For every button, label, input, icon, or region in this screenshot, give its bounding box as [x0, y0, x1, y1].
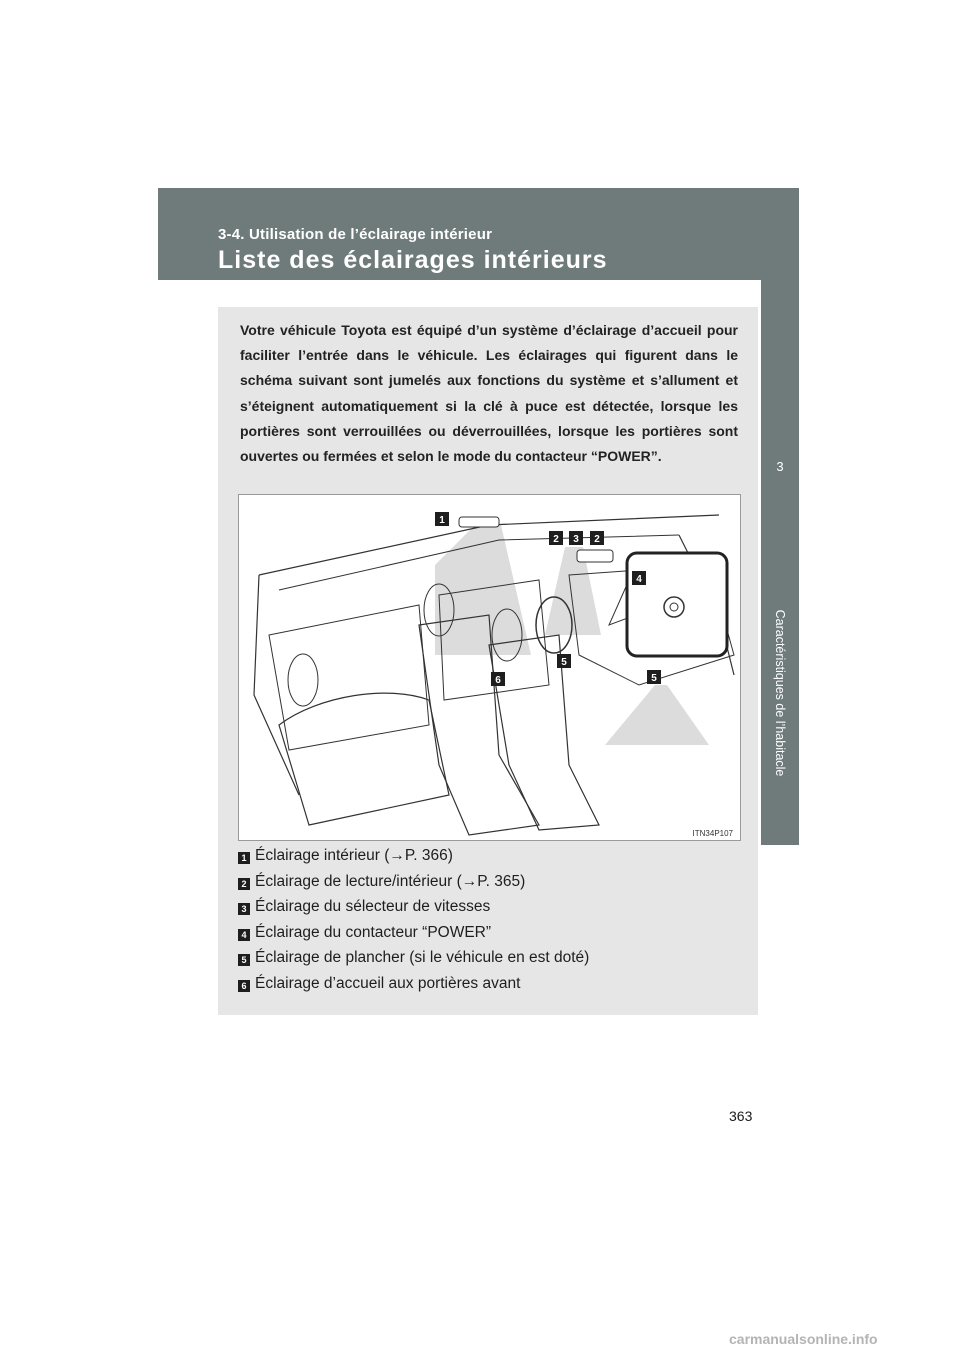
callout-3 — [569, 531, 583, 545]
chapter-side-tab[interactable] — [761, 245, 799, 845]
page-title: Liste des éclairages intérieurs — [218, 246, 608, 274]
legend-item — [238, 924, 738, 949]
legend-number: 5 — [238, 954, 250, 966]
legend-label: Éclairage de plancher (si le véhicule en est doté) — [255, 949, 590, 967]
interior-lamp-housing — [459, 517, 499, 527]
rear-view-mirror — [577, 550, 613, 562]
legend-item — [238, 847, 738, 872]
legend-label: Éclairage intérieur (→P. 366) — [255, 847, 453, 864]
legend-number: 1 — [238, 852, 250, 864]
callout-2-left — [549, 531, 563, 545]
legend-label: Éclairage du contacteur “POWER” — [255, 923, 492, 941]
callout-5-center — [557, 654, 571, 668]
passenger-seat — [489, 635, 599, 830]
watermark-link[interactable]: carmanualsonline.info — [729, 1331, 878, 1347]
chapter-title: Caractéristiques de l’habitacle — [773, 609, 787, 777]
rear-pillar — [254, 575, 299, 795]
rear-door-panel — [269, 605, 429, 750]
page-number: 363 — [729, 1108, 753, 1124]
legend-label: Éclairage de lecture/intérieur (→P. 365) — [255, 872, 526, 890]
section-title: 3-4. Utilisation de l’éclairage intérieur — [218, 226, 493, 243]
legend-item — [238, 949, 738, 974]
legend-number: 6 — [238, 980, 250, 992]
rear-headrest — [288, 654, 318, 706]
legend-label: Éclairage d’accueil aux portières avant — [255, 974, 521, 992]
figure-code: ITN34P107 — [692, 829, 733, 838]
callout-6-label: 6 — [495, 675, 501, 686]
callout-1 — [435, 512, 449, 526]
legend-label: Éclairage du sélecteur de vitesses — [255, 898, 491, 916]
callout-6 — [491, 672, 505, 686]
callout-4 — [632, 571, 646, 585]
light-cone-floor — [605, 685, 709, 745]
callout-3-label: 3 — [573, 534, 579, 545]
legend-number: 4 — [238, 929, 250, 941]
callout-5-right — [647, 670, 661, 684]
callout-2-right — [590, 531, 604, 545]
callout-2-right-label: 2 — [594, 534, 600, 545]
interior-lighting-figure — [238, 494, 741, 841]
callout-4-label: 4 — [636, 574, 642, 585]
callout-5-center-label: 5 — [561, 657, 567, 668]
intro-paragraph: Votre véhicule Toyota est équipé d’un système d’éclairage d’accueil pour faciliter l’entrée dans le véhicule. Les éclairages qui figurent dans le schéma suivant sont jumelés aux fonctions du système et s’allument et s’éteignent automatiquement si la clé à puce est détectée, lorsque les portières sont verrouillées ou déverrouillées, lorsque les portières sont ouvertes ou fermées et selon le mode du contacteur “POWER”. — [240, 322, 738, 465]
legend-item — [238, 975, 738, 1000]
legend-item — [238, 873, 738, 898]
callout-5-right-label: 5 — [651, 673, 657, 684]
chapter-number: 3 — [776, 459, 784, 474]
legend-item — [238, 898, 738, 923]
rear-seat — [279, 693, 449, 825]
content-box — [218, 307, 758, 1015]
callout-1-label: 1 — [439, 515, 445, 526]
legend-list — [238, 847, 738, 1001]
light-cone-interior — [435, 525, 531, 655]
car-interior-illustration — [239, 495, 740, 840]
callout-2-left-label: 2 — [553, 534, 559, 545]
legend-number: 2 — [238, 878, 250, 890]
legend-number: 3 — [238, 903, 250, 915]
